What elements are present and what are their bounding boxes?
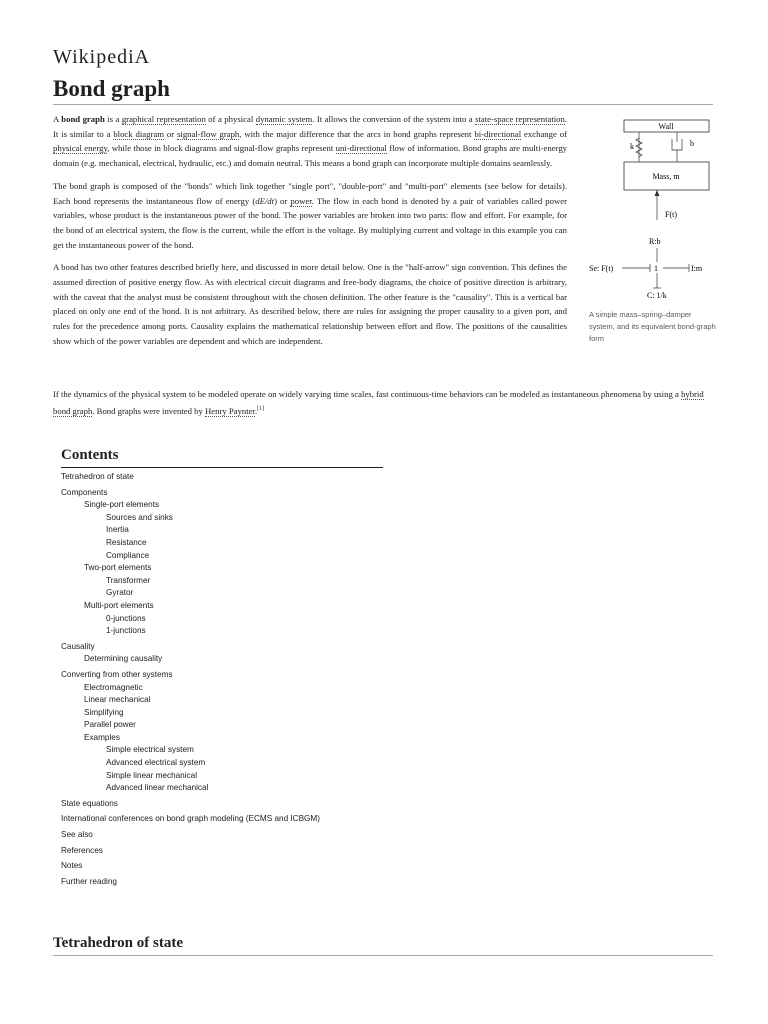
force-label: F(t) xyxy=(665,210,677,219)
junction-label: 1 xyxy=(654,264,658,273)
toc-item[interactable]: Linear mechanical xyxy=(84,695,151,705)
toc-item[interactable]: Parallel power xyxy=(84,720,136,730)
toc-item[interactable]: International conferences on bond graph modeling (ECMS and ICBGM) xyxy=(61,814,320,824)
mass-label: Mass, m xyxy=(652,172,680,181)
text: If the dynamics of the physical system to be modeled operate on widely varying time scales, fast continuous-time behaviors can be modeled as instantaneous phenomena by using a xyxy=(53,389,681,399)
ck-label: C: 1/k xyxy=(647,291,667,300)
page-title: Bond graph xyxy=(53,76,713,105)
toc-item[interactable]: Examples xyxy=(84,732,120,742)
text: flow of information. Bond graphs are multi-energy domain (e.g. mechanical, electrical, hydraulic, etc.) and domain neutral. This means a bond graph can incorporate multiple domains seamlessly. xyxy=(53,143,568,169)
toc-item[interactable]: Simple electrical system xyxy=(106,745,194,755)
text: The bond graph is composed of the "bonds" which link together "single port", "double-port" and "multi-port" elements (see below for details). Each bond represents the instantaneous flow of energy ( xyxy=(53,180,567,206)
text: . Bond graphs were invented by xyxy=(92,405,205,416)
figure-caption: A simple mass–spring–damper system, and its equivalent bond-graph form xyxy=(589,310,716,343)
link-bi-directional[interactable]: bi-directional xyxy=(474,128,522,139)
bond-graph-diagram[interactable] xyxy=(589,112,717,302)
link-graphical-representation[interactable]: graphical representation xyxy=(121,114,206,124)
link-block-diagram[interactable]: block diagram xyxy=(113,128,164,139)
toc-list xyxy=(61,471,391,888)
toc-item[interactable]: Multi-port elements xyxy=(84,600,154,610)
rb-label: R:b xyxy=(649,237,661,246)
toc-item[interactable]: Transformer xyxy=(106,575,151,585)
link-state-space[interactable]: state-space representation xyxy=(475,114,565,124)
text: ) or xyxy=(274,195,291,206)
article-body xyxy=(53,112,567,357)
link-power[interactable]: power xyxy=(290,195,312,206)
toc-item[interactable]: Compliance xyxy=(106,550,150,560)
figure-mass-spring-damper xyxy=(589,112,717,345)
toc-item[interactable]: Simple linear mechanical xyxy=(106,770,198,780)
se-label: Se: F(t) xyxy=(589,264,614,273)
toc-item[interactable]: Gyrator xyxy=(106,588,134,598)
toc-item[interactable]: References xyxy=(61,845,103,855)
wall-label: Wall xyxy=(658,122,674,131)
link-hybrid-bond-graph[interactable]: hybrid bond graph xyxy=(53,389,704,416)
text: . The flow in each bond is denoted by a pair of variables called power variables, whose product is the instantaneous power of the bond. The power variables are broken into two parts: flow and effort. For example, for the bond of an electrical system, the flow is the current, while the effort is the voltage. By multiplying current and voltage in this example you can get the instantaneous power of the bond. xyxy=(53,195,567,250)
bonds-paragraph xyxy=(53,179,567,253)
text: . It allows the conversion of the system into a xyxy=(312,114,476,124)
wikipedia-logo[interactable]: WikipediA xyxy=(53,46,151,68)
features-paragraph: A bond has two other features described briefly here, and discussed in more detail below. One is the "half-arrow" sign convention. This defines the assumed direction of positive energy flow. As with electrical circuit diagrams and free-body diagrams, the choice of positive direction is arbitrary, with the caveat that the analyst must be consistent throughout with the chosen definition. The other feature is the "causality". This is a vertical bar placed on only one end of the bond. It is not arbitrary. As described below, there are rules for assigning the proper causality to a given port, and rules for the precedence among ports. Causality explains the mathematical relationship between effort and flow. The positions of the causalities show which of the power variables are dependent and which are independent. xyxy=(53,262,567,346)
toc-item[interactable]: Single-port elements xyxy=(84,500,160,510)
text: A xyxy=(53,114,62,124)
toc-item[interactable]: Advanced linear mechanical xyxy=(106,783,209,793)
toc-item[interactable]: Converting from other systems xyxy=(61,669,173,679)
section-heading-tetrahedron: Tetrahedron of state xyxy=(53,935,713,956)
link-signal-flow-graph[interactable]: signal-flow graph xyxy=(177,128,240,139)
force-arrow-icon xyxy=(655,190,660,196)
reference-1[interactable]: [1] xyxy=(257,405,265,412)
toc-item[interactable]: 0-junctions xyxy=(106,613,146,623)
text: of a physical xyxy=(205,114,256,124)
toc-item[interactable]: Inertia xyxy=(106,525,129,535)
toc-title: Contents xyxy=(61,447,383,468)
toc-item[interactable]: See also xyxy=(61,830,93,840)
toc-item[interactable]: Two-port elements xyxy=(84,563,152,573)
toc-item[interactable]: State equations xyxy=(61,798,118,808)
toc-item[interactable]: Sources and sinks xyxy=(106,512,173,522)
k-label: k xyxy=(630,142,634,151)
toc-item[interactable]: Components xyxy=(61,487,108,497)
link-henry-paynter[interactable]: Henry Paynter xyxy=(205,405,255,416)
text: , while those in block diagrams and signal-flow graphs represent xyxy=(107,143,336,154)
toc-item[interactable]: Determining causality xyxy=(84,654,163,664)
toc-item[interactable]: Resistance xyxy=(106,537,147,547)
text: exchange of xyxy=(521,128,567,139)
hybrid-paragraph xyxy=(53,387,718,418)
toc-item[interactable]: 1-junctions xyxy=(106,626,146,636)
toc-item[interactable]: Causality xyxy=(61,641,95,651)
link-uni-directional[interactable]: uni-directional xyxy=(335,143,387,154)
toc-item[interactable]: Notes xyxy=(61,861,83,871)
toc-item[interactable]: Electromagnetic xyxy=(84,682,143,692)
math-dedt: dE/dt xyxy=(255,195,275,206)
toc-item[interactable]: Tetrahedron of state xyxy=(61,472,134,481)
toc-item[interactable]: Advanced electrical system xyxy=(106,758,206,768)
text: . It is similar to a xyxy=(53,114,568,139)
b-label: b xyxy=(690,139,694,148)
intro-paragraph xyxy=(53,112,567,171)
link-physical-energy[interactable]: physical energy xyxy=(53,143,108,154)
table-of-contents xyxy=(61,447,391,888)
im-label: I:m xyxy=(691,264,703,273)
text: or xyxy=(164,128,178,139)
term-bond-graph: bond graph xyxy=(61,114,105,124)
text: . xyxy=(254,405,258,416)
text: is a xyxy=(104,114,122,124)
toc-item[interactable]: Simplifying xyxy=(84,707,124,717)
text: , with the major difference that the arcs in bond graphs represent xyxy=(239,128,475,139)
toc-item[interactable]: Further reading xyxy=(61,876,117,886)
link-dynamic-system[interactable]: dynamic system xyxy=(255,114,313,124)
